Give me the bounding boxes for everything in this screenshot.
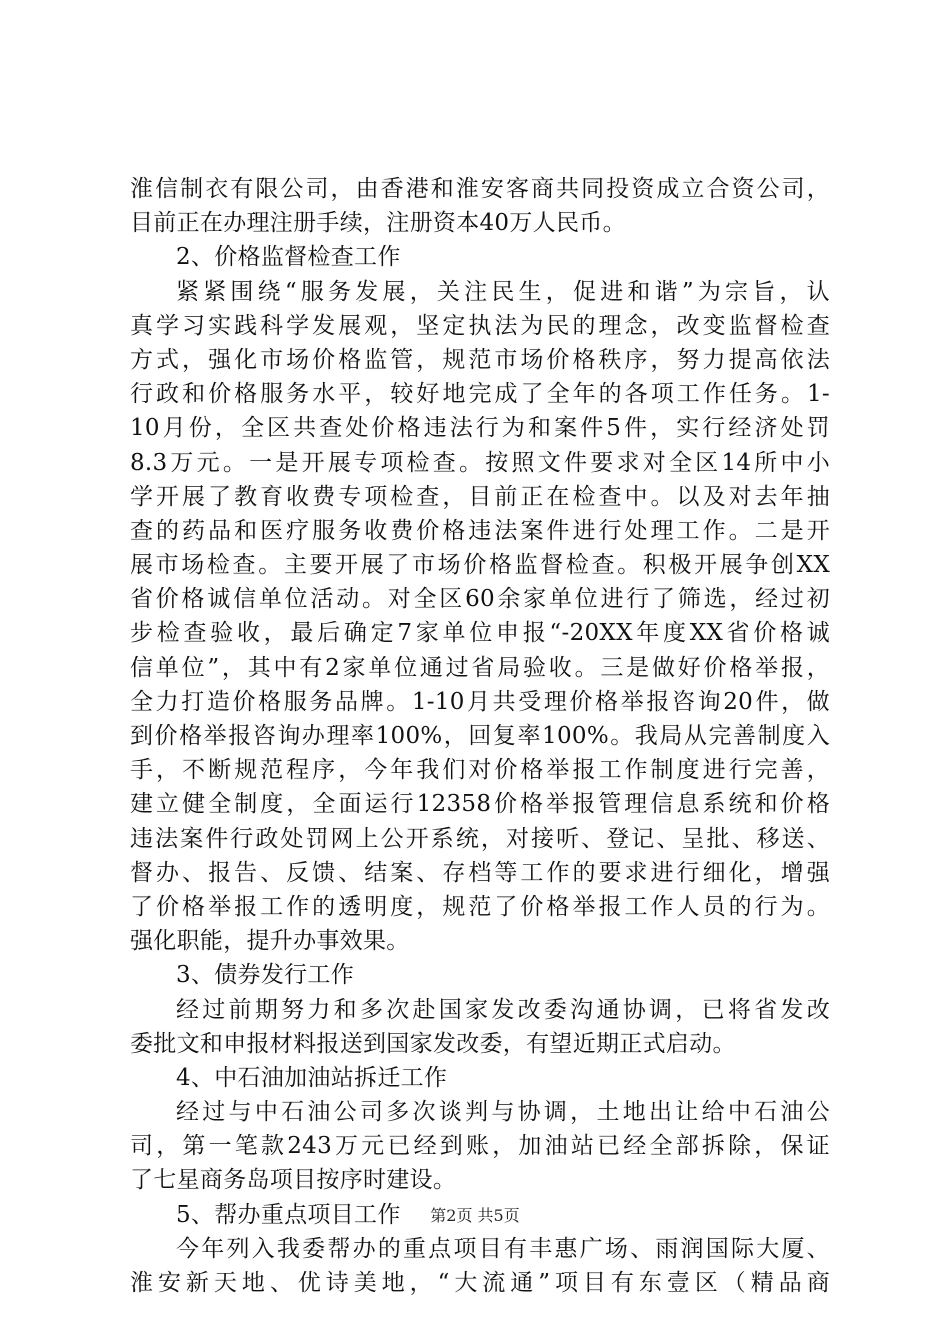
text-line: 到价格举报咨询办理率100%，回复率100%。我局从完善制度入 xyxy=(130,723,830,749)
text-line: 步检查验收，最后确定7家单位申报“-20XX年度XX省价格诚 xyxy=(130,620,830,647)
text-line: 真学习实践科学发展观，坚定执法为民的理念，改变监督检查 xyxy=(130,312,830,339)
text-line: 建立健全制度，全面运行12358价格举报管理信息系统和价格 xyxy=(130,791,830,818)
text-line: 查的药品和医疗服务收费价格违法案件进行处理工作。二是开 xyxy=(130,517,830,544)
section-heading: 2、价格监督检查工作 xyxy=(176,244,401,271)
text-line: 淮安新天地、优诗美地，“大流通”项目有东壹区（精品商 xyxy=(130,1270,830,1296)
text-line: 经过前期努力和多次赴国家发改委沟通协调，已将省发改 xyxy=(176,996,830,1023)
text-line: 信单位”，其中有2家单位通过省局验收。三是做好价格举报， xyxy=(130,654,830,681)
page-number: 第2页 共5页 xyxy=(430,1206,520,1225)
text-line: 手，不断规范程序，今年我们对价格举报工作制度进行完善， xyxy=(130,757,830,784)
text-line: 经过与中石油公司多次谈判与协调，土地出让给中石油公 xyxy=(176,1099,830,1126)
text-line: 委批文和申报材料报送到国家发改委，有望近期正式启动。 xyxy=(130,1030,736,1057)
document-body xyxy=(130,172,830,1300)
text-line: 方式，强化市场价格监管，规范市场价格秩序，努力提高依法 xyxy=(130,346,830,373)
text-line: 今年列入我委帮办的重点项目有丰惠广场、雨润国际大厦、 xyxy=(176,1235,830,1262)
text-line: 了七星商务岛项目按序时建设。 xyxy=(130,1167,457,1194)
text-line: 全力打造价格服务品牌。1-10月共受理价格举报咨询20件，做 xyxy=(130,688,830,715)
text-line: 学开展了教育收费专项检查，目前正在检查中。以及对去年抽 xyxy=(130,483,830,510)
text-line: 展市场检查。主要开展了市场价格监督检查。积极开展争创XX xyxy=(130,552,830,579)
section-heading: 4、中石油加油站拆迁工作 xyxy=(176,1064,448,1091)
text-line: 省价格诚信单位活动。对全区60余家单位进行了筛选，经过初 xyxy=(130,586,830,613)
text-line: 行政和价格服务水平，较好地完成了全年的各项工作任务。1- xyxy=(130,381,830,408)
text-line: 司，第一笔款243万元已经到账，加油站已经全部拆除，保证 xyxy=(130,1133,830,1160)
text-line: 强化职能，提升办事效果。 xyxy=(130,928,410,955)
text-line: 违法案件行政处罚网上公开系统，对接听、登记、呈批、移送、 xyxy=(130,825,830,852)
section-heading: 3、债券发行工作 xyxy=(176,962,355,989)
section-heading: 5、帮办重点项目工作 xyxy=(176,1201,401,1228)
text-line: 淮信制衣有限公司，由香港和淮安客商共同投资成立合资公司， xyxy=(130,176,830,202)
text-line: 10月份，全区共查处价格违法行为和案件5件，实行经济处罚 xyxy=(130,415,830,442)
text-line: 目前正在办理注册手续，注册资本40万人民币。 xyxy=(130,210,626,237)
text-line: 紧紧围绕“服务发展，关注民生，促进和谐”为宗旨，认 xyxy=(176,278,830,305)
text-line: 了价格举报工作的透明度，规范了价格举报工作人员的行为。 xyxy=(130,893,830,920)
text-line: 督办、报告、反馈、结案、存档等工作的要求进行细化，增强 xyxy=(130,859,830,886)
text-line: 8.3万元。一是开展专项检查。按照文件要求对全区14所中小 xyxy=(130,449,830,476)
